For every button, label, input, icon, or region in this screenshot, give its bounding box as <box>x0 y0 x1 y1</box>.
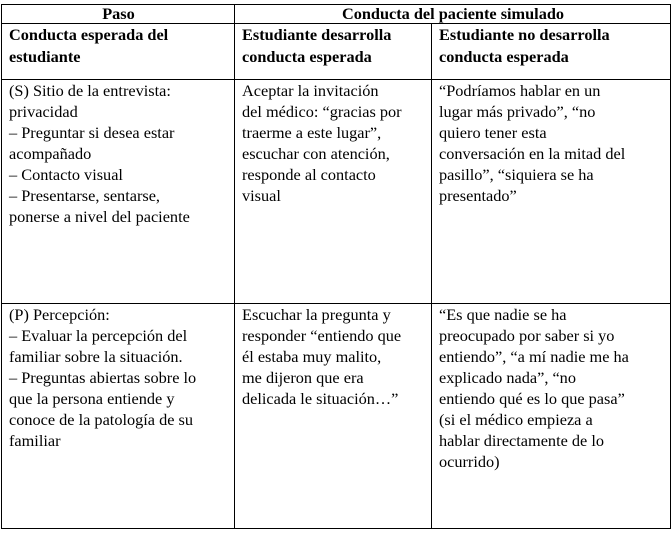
cell-line: familiar sobre la situación. <box>9 347 183 366</box>
cell-line: – Preguntar si desea estar <box>9 123 175 142</box>
no-desarrolla-cell <box>432 304 671 529</box>
cell-line: me dijeron que era <box>242 368 364 387</box>
cell-line: “Podríamos hablar en un <box>439 81 601 100</box>
cell-line: familiar <box>9 431 61 450</box>
cell-line: preocupado por saber si yo <box>439 326 615 345</box>
cell-line: él estaba muy malito, <box>242 347 382 366</box>
cell-line: escuchar con atención, <box>242 144 390 163</box>
cell-line: hablar directamente de lo <box>439 431 604 450</box>
cell-line: Aceptar la invitación <box>242 81 379 100</box>
table-row <box>2 304 671 529</box>
cell-line: acompañado <box>9 144 92 163</box>
cell-line: responder “entiendo que <box>242 326 402 345</box>
cell-line: quiero tener esta <box>439 123 547 142</box>
cell-line: Escuchar la pregunta y <box>242 305 391 324</box>
cell-line: – Contacto visual <box>9 165 123 184</box>
desarrolla-cell <box>235 80 432 304</box>
header-conducta-esperada: Conducta esperada del estudiante <box>2 24 235 80</box>
cell-line: explicado nada”, “no <box>439 368 576 387</box>
cell-line: (P) Percepción: <box>9 305 110 324</box>
cell-line: entiendo qué es lo que pasa” <box>439 389 625 408</box>
header-row-top <box>2 5 671 24</box>
cell-line: del médico: “gracias por <box>242 102 402 121</box>
cell-line: privacidad <box>9 102 78 121</box>
header-conducta-paciente: Conducta del paciente simulado <box>235 5 671 24</box>
cell-line: visual <box>242 186 281 205</box>
cell-line: – Evaluar la percepción del <box>9 326 188 345</box>
desarrolla-cell <box>235 304 432 529</box>
cell-line: (si el médico empieza a <box>439 410 593 429</box>
cell-line: pasillo”, “siquiera se ha <box>439 165 594 184</box>
paso-cell <box>2 304 235 529</box>
cell-line: – Presentarse, sentarse, <box>9 186 160 205</box>
cell-line: delicada le situación…” <box>242 389 399 408</box>
header-desarrolla: Estudiante desarrolla conducta esperada <box>235 24 432 80</box>
cell-line: – Preguntas abiertas sobre lo <box>9 368 197 387</box>
cell-line: conversación en la mitad del <box>439 144 626 163</box>
cell-line: entiendo”, “a mí nadie me ha <box>439 347 629 366</box>
cell-line: presentado” <box>439 186 517 205</box>
cell-line: “Es que nadie se ha <box>439 305 567 324</box>
cell-line: ponerse a nivel del paciente <box>9 207 190 226</box>
cell-line: traerme a este lugar”, <box>242 123 382 142</box>
simulation-table <box>1 4 671 529</box>
cell-line: que la persona entiende y <box>9 389 175 408</box>
header-paso: Paso <box>2 5 235 24</box>
header-no-desarrolla: Estudiante no desarrolla conducta esperada <box>432 24 671 80</box>
cell-line: responde al contacto <box>242 165 376 184</box>
cell-line: (S) Sitio de la entrevista: <box>9 81 171 100</box>
paso-cell <box>2 80 235 304</box>
no-desarrolla-cell <box>432 80 671 304</box>
header-row-sub <box>2 24 671 80</box>
cell-line: conoce de la patología de su <box>9 410 193 429</box>
table-row <box>2 80 671 304</box>
cell-line: lugar más privado”, “no <box>439 102 596 121</box>
cell-line: ocurrido) <box>439 452 500 471</box>
